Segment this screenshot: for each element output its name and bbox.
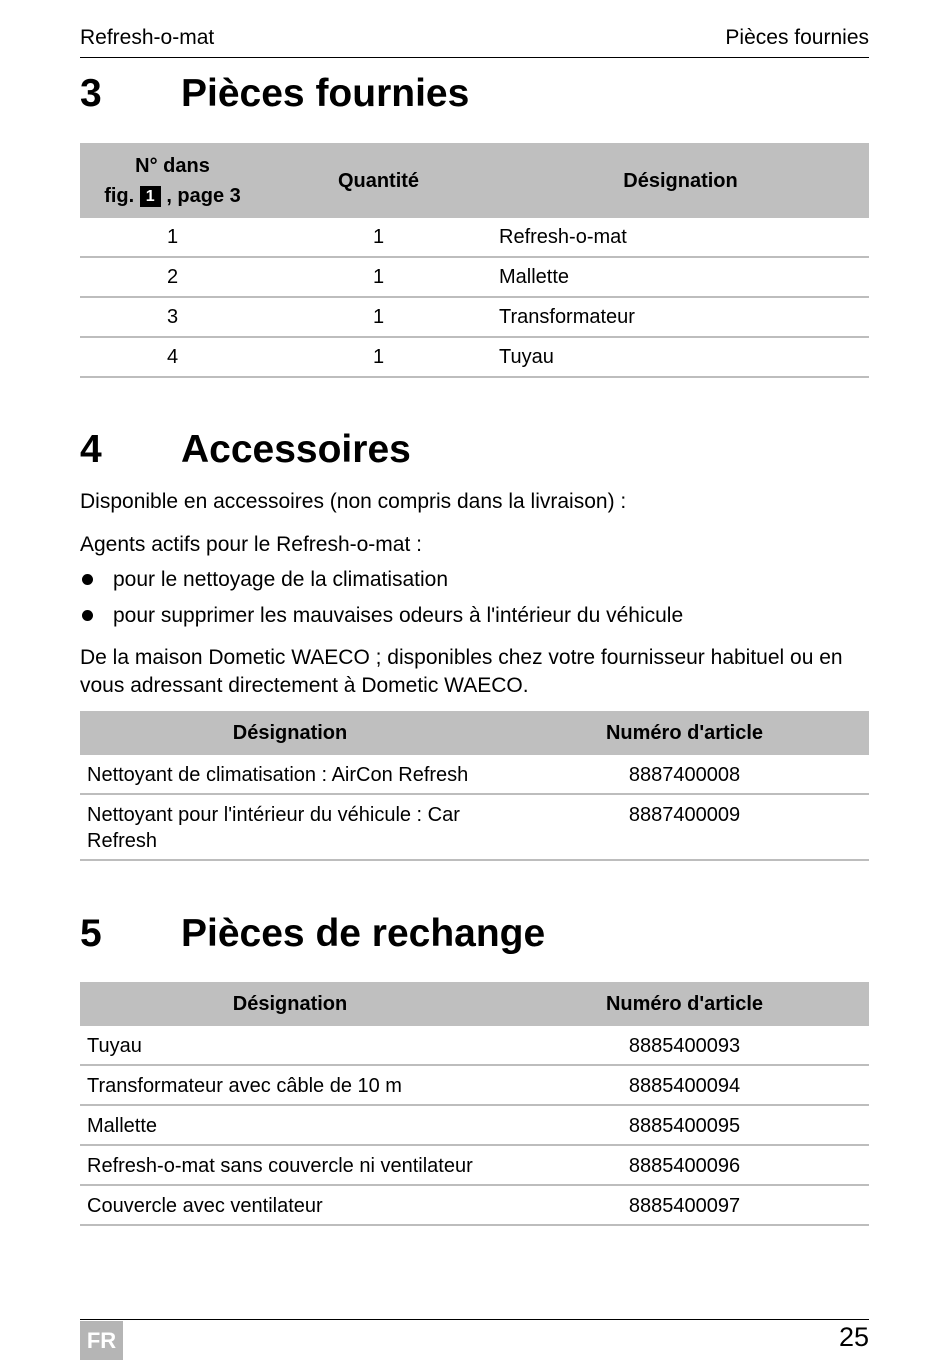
section-number: 4 xyxy=(80,428,102,471)
cell-quantity: 1 xyxy=(265,257,492,297)
table-row xyxy=(80,1026,869,1065)
table-header-row xyxy=(80,982,869,1026)
cell-designation: Mallette xyxy=(80,1105,500,1145)
column-header-article-number: Numéro d'article xyxy=(500,982,869,1026)
agents-bullet-list xyxy=(80,566,869,638)
list-item: pour le nettoyage de la climatisation xyxy=(80,566,869,602)
accessories-table xyxy=(80,711,869,861)
list-item: pour supprimer les mauvaises odeurs à l'intérieur du véhicule xyxy=(80,602,869,638)
table-row xyxy=(80,794,869,860)
active-agents-label: Agents actifs pour le Refresh-o-mat : xyxy=(80,533,422,556)
cell-number: 2 xyxy=(80,257,265,297)
table-row xyxy=(80,297,869,337)
column-header-quantity: Quantité xyxy=(265,143,492,218)
footer-rule xyxy=(80,1319,869,1320)
cell-number: 1 xyxy=(80,218,265,257)
cell-quantity: 1 xyxy=(265,297,492,337)
section-title: Accessoires xyxy=(181,428,411,471)
column-header-designation: Désignation xyxy=(492,143,869,218)
table-header-row xyxy=(80,711,869,755)
header-product-name: Refresh-o-mat xyxy=(80,26,215,49)
language-badge: FR xyxy=(80,1321,123,1360)
cell-designation: Mallette xyxy=(492,257,869,297)
cell-article-number: 8885400094 xyxy=(500,1065,869,1105)
cell-designation: Nettoyant de climatisation : AirCon Refresh xyxy=(80,755,500,794)
page-number: 25 xyxy=(838,1322,869,1352)
column-header-article-number: Numéro d'article xyxy=(500,711,869,755)
table-header-row xyxy=(80,143,869,218)
figure-reference-box: 1 xyxy=(140,186,161,207)
column-header-number: N° dans fig. 1 , page 3 xyxy=(80,143,265,218)
cell-designation: Couvercle avec ventilateur xyxy=(80,1185,500,1225)
cell-article-number: 8885400093 xyxy=(500,1026,869,1065)
column-header-designation: Désignation xyxy=(80,982,500,1026)
section-title: Pièces fournies xyxy=(181,72,470,115)
column-header-designation: Désignation xyxy=(80,711,500,755)
accessories-intro: Disponible en accessoires (non compris dans la livraison) : xyxy=(80,490,627,513)
cell-designation: Tuyau xyxy=(492,337,869,377)
table-row xyxy=(80,257,869,297)
cell-designation: Refresh-o-mat xyxy=(492,218,869,257)
cell-quantity: 1 xyxy=(265,337,492,377)
cell-designation: Refresh-o-mat sans couvercle ni ventilateur xyxy=(80,1145,500,1185)
cell-designation: Nettoyant pour l'intérieur du véhicule : Car Refresh xyxy=(80,794,500,860)
table-row xyxy=(80,337,869,377)
cell-article-number: 8887400008 xyxy=(500,755,869,794)
table-row xyxy=(80,1145,869,1185)
cell-designation: Transformateur avec câble de 10 m xyxy=(80,1065,500,1105)
bullet-icon xyxy=(82,574,93,585)
cell-article-number: 8885400097 xyxy=(500,1185,869,1225)
supplier-paragraph: De la maison Dometic WAECO ; disponibles chez votre fournisseur habituel ou en vous adressant directement à Dometic WAECO. xyxy=(80,646,843,697)
cell-designation: Transformateur xyxy=(492,297,869,337)
supplied-parts-table xyxy=(80,143,869,378)
cell-article-number: 8885400095 xyxy=(500,1105,869,1145)
cell-designation: Tuyau xyxy=(80,1026,500,1065)
cell-article-number: 8887400009 xyxy=(500,794,869,860)
bullet-icon xyxy=(82,610,93,621)
table-row xyxy=(80,1185,869,1225)
cell-number: 4 xyxy=(80,337,265,377)
section-number: 5 xyxy=(80,912,102,955)
header-section-name: Pièces fournies xyxy=(725,26,869,49)
table-row xyxy=(80,1105,869,1145)
table-row xyxy=(80,755,869,794)
cell-number: 3 xyxy=(80,297,265,337)
section-title: Pièces de rechange xyxy=(181,912,546,955)
table-row xyxy=(80,1065,869,1105)
section-number: 3 xyxy=(80,72,102,115)
table-row xyxy=(80,218,869,257)
cell-quantity: 1 xyxy=(265,218,492,257)
running-header xyxy=(80,26,869,58)
cell-article-number: 8885400096 xyxy=(500,1145,869,1185)
spare-parts-table xyxy=(80,982,869,1226)
